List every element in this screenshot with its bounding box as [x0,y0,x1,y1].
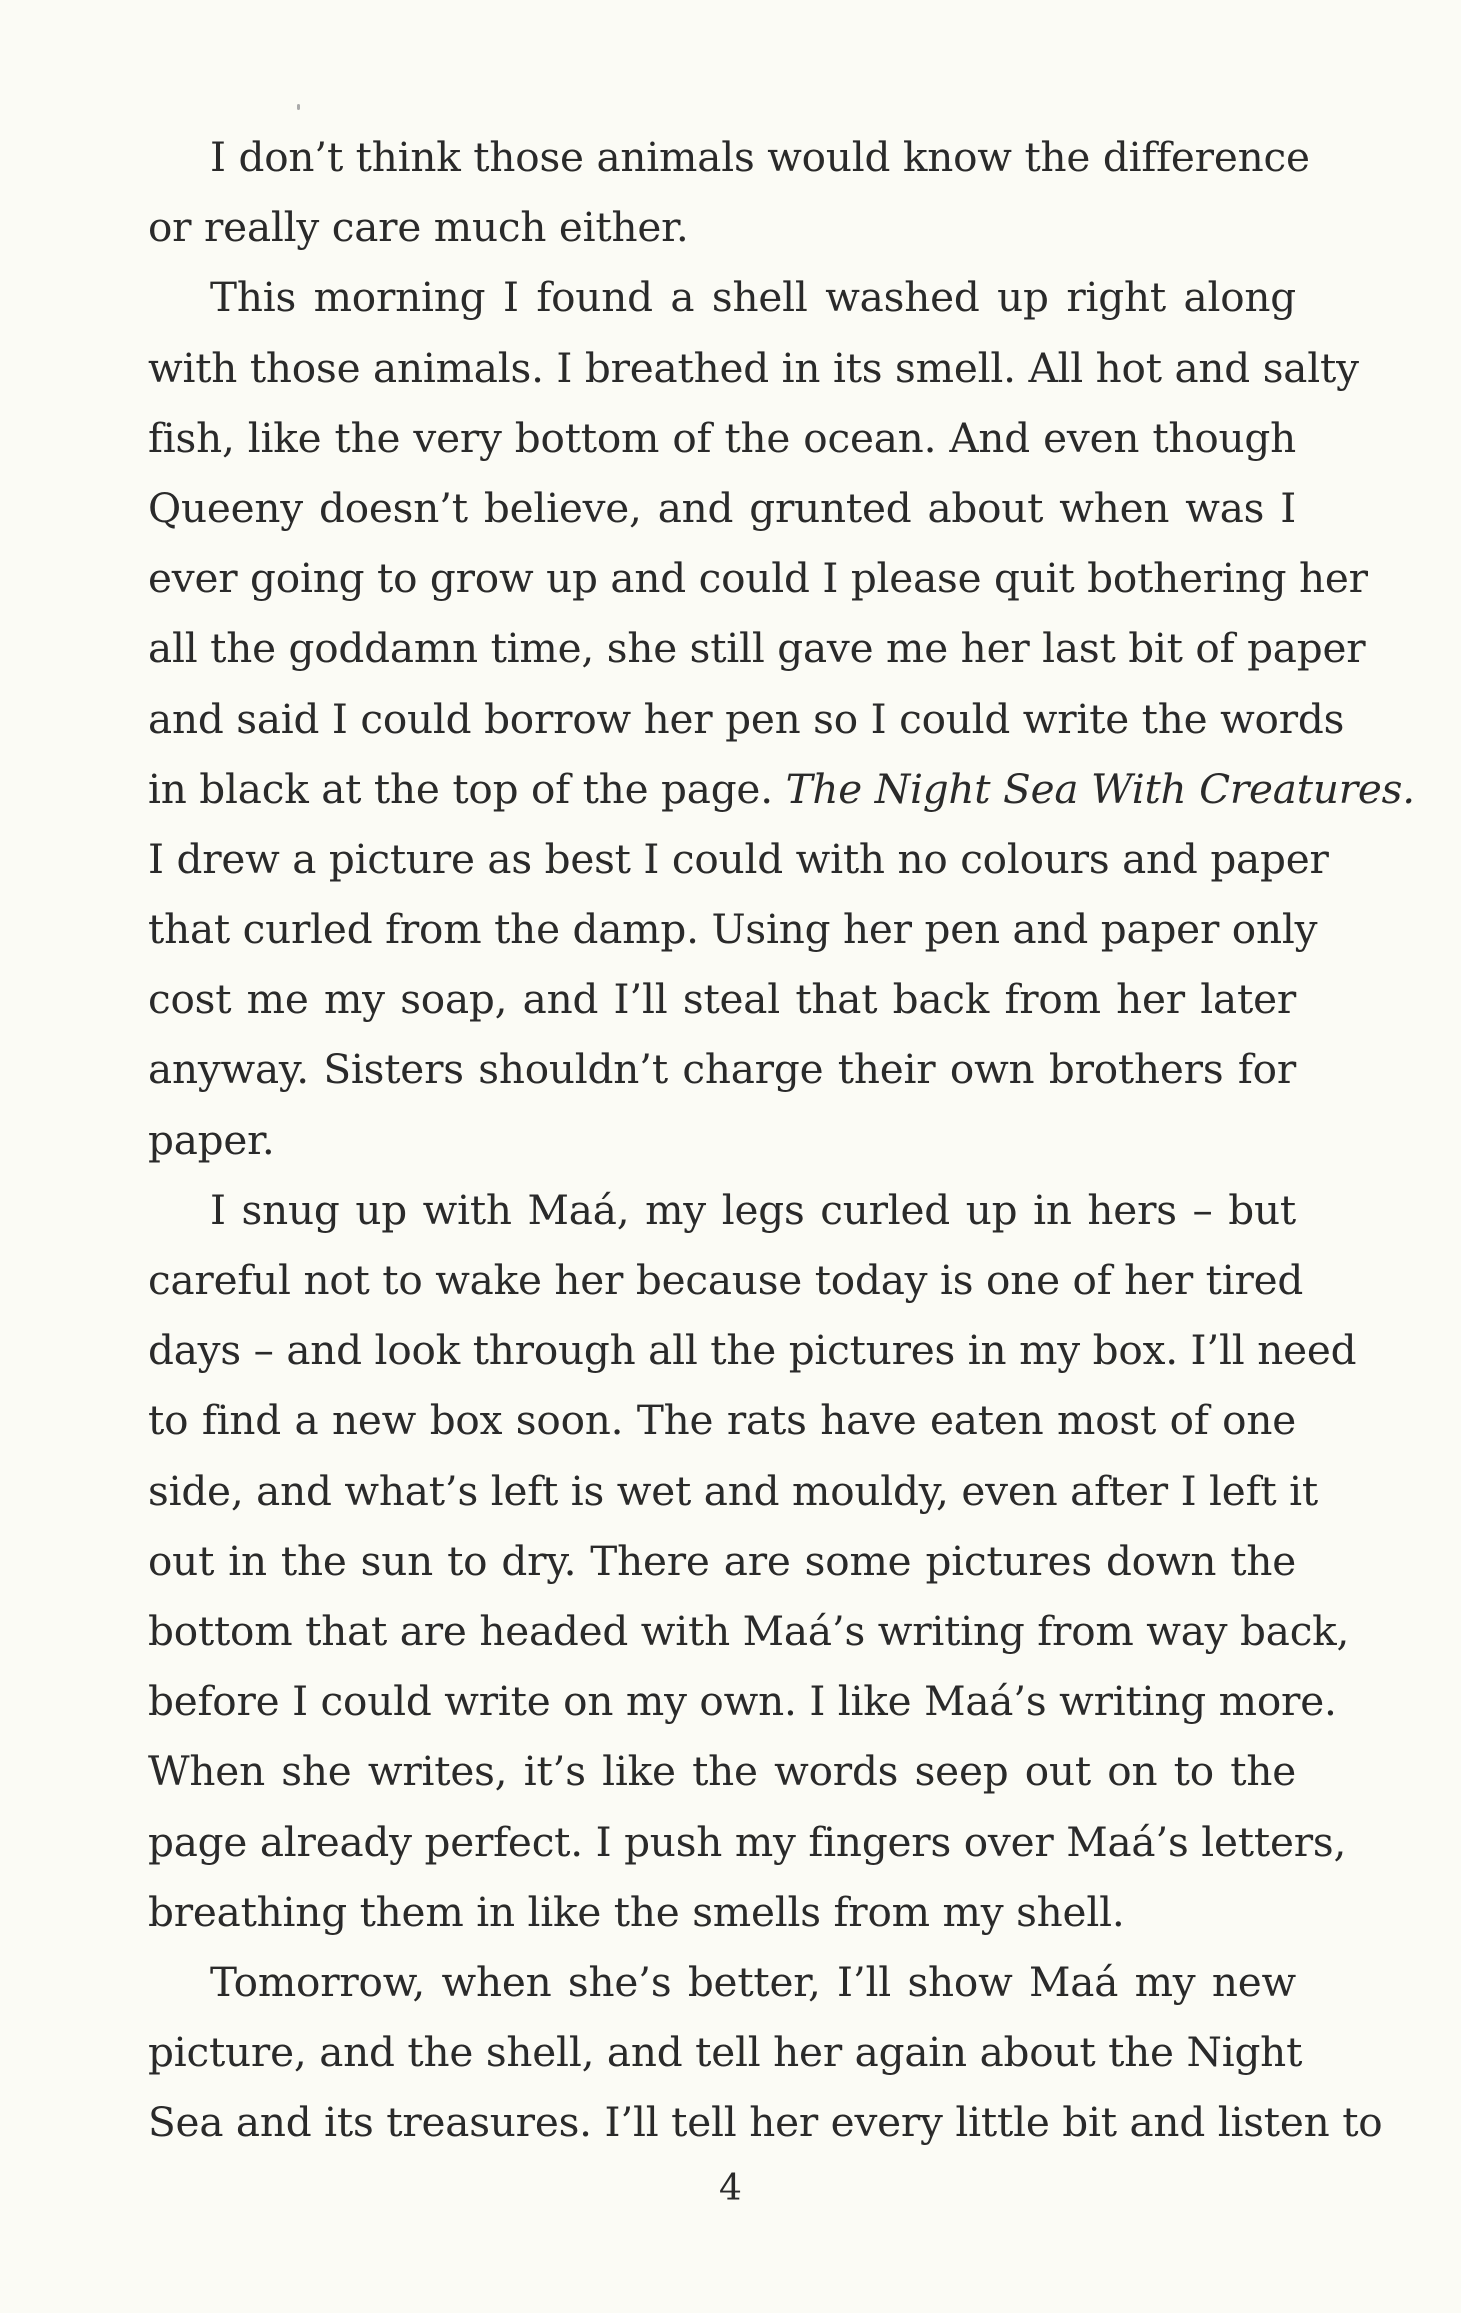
text-line: breathing them in like the smells from my shell. [148,1887,1125,1936]
text-line: careful not to wake her because today is one of her tired [148,1256,1304,1304]
text-line: Sea and its treasures. I’ll tell her every little bit and listen to [148,2098,1383,2147]
text-line: out in the sun to dry. There are some pictures down the [148,1536,1296,1585]
text-line: or really care much either. [148,203,689,252]
text-line: Tomorrow, when she’s better, I’ll show Maá my new [210,1957,1296,2006]
text-line-with-title [148,754,1415,824]
text-line: I don’t think those animals would know the difference [210,133,1310,181]
text-line: fish, like the very bottom of the ocean. And even though [148,413,1296,462]
text-line: I snug up with Maá, my legs curled up in hers – but [210,1185,1296,1234]
text-line: to find a new box soon. The rats have eaten most of one [148,1396,1296,1445]
text-line: all the goddamn time, she still gave me her last bit of paper [148,624,1366,673]
body-text [148,122,1415,2157]
text-line: cost me my soap, and I’ll steal that back from her later [148,975,1296,1024]
text-line: page already perfect. I push my fingers over Maá’s letters, [148,1817,1347,1866]
text-line: Queeny doesn’t believe, and grunted about when was I [148,483,1296,532]
text-line: and said I could borrow her pen so I could write the words [148,694,1345,743]
text-line: ever going to grow up and could I please quit bothering her [148,554,1368,603]
text-line: anyway. Sisters shouldn’t charge their own brothers for [148,1045,1296,1094]
text-line: bottom that are headed with Maá’s writing from way back, [148,1606,1350,1655]
text-line: with those animals. I breathed in its smell. All hot and salty [148,343,1359,392]
text-line: paper. [148,1115,275,1164]
picture-title: The Night Sea With Creatures. [785,764,1415,813]
text-line: When she writes, it’s like the words seep out on to the [148,1747,1296,1796]
text-line: that curled from the damp. Using her pen and paper only [148,905,1318,954]
text-line: I drew a picture as best I could with no colours and paper [148,834,1329,883]
page-number: 4 [719,2168,742,2209]
text-line: side, and what’s left is wet and mouldy, even after I left it [148,1466,1318,1515]
text-segment: in black at the top of the page. [148,764,773,813]
text-line: picture, and the shell, and tell her again about the Night [148,2028,1303,2077]
paper-speck [297,104,300,110]
text-line: before I could write on my own. I like Maá’s writing more. [148,1677,1337,1726]
text-line: days – and look through all the pictures in my box. I’ll need [148,1326,1357,1375]
text-line: This morning I found a shell washed up right along [210,273,1296,322]
